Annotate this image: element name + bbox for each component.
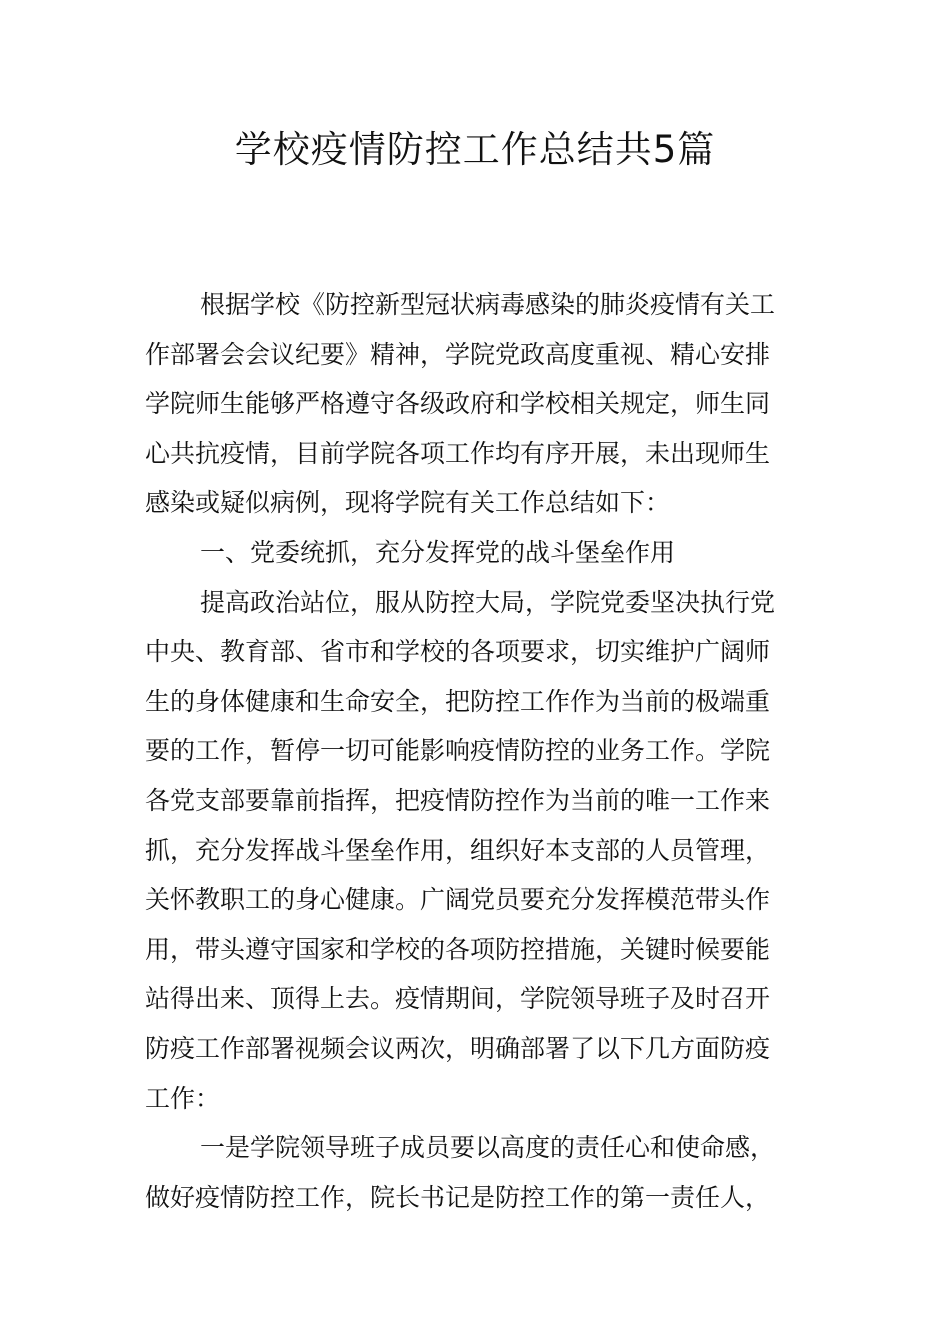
paragraph-line: 心共抗疫情，目前学院各项工作均有序开展，未出现师生: [145, 438, 771, 468]
paragraph-line: 生的身体健康和生命安全，把防控工作作为当前的极端重: [145, 686, 771, 716]
paragraph-line: 站得出来、顶得上去。疫情期间，学院领导班子及时召开: [145, 984, 771, 1014]
section-heading: 一、党委统抓，充分发挥党的战斗堡垒作用: [200, 537, 676, 567]
paragraph-line: 一是学院领导班子成员要以高度的责任心和使命感，: [200, 1133, 776, 1163]
paragraph-line: 要的工作，暂停一切可能影响疫情防控的业务工作。学院: [145, 736, 771, 766]
paragraph-line: 工作：: [145, 1083, 221, 1113]
paragraph-line: 做好疫情防控工作，院长书记是防控工作的第一责任人，: [145, 1182, 771, 1212]
paragraph-line: 感染或疑似病例，现将学院有关工作总结如下：: [145, 488, 671, 518]
paragraph-line: 防疫工作部署视频会议两次，明确部署了以下几方面防疫: [145, 1033, 771, 1063]
paragraph-line: 根据学校《防控新型冠状病毒感染的肺炎疫情有关工: [200, 290, 776, 319]
paragraph-line: 关怀教职工的身心健康。广阔党员要充分发挥模范带头作: [145, 885, 771, 915]
paragraph-line: 用，带头遵守国家和学校的各项防控措施，关键时候要能: [145, 934, 771, 964]
document-body: [145, 280, 810, 1222]
paragraph-line: 抓，充分发挥战斗堡垒作用，组织好本支部的人员管理，: [145, 835, 771, 865]
paragraph-line: 学院师生能够严格遵守各级政府和学校相关规定，师生同: [145, 389, 771, 419]
paragraph-line: 提高政治站位，服从防控大局，学院党委坚决执行党: [200, 587, 776, 617]
paragraph-line: 作部署会会议纪要》精神，学院党政高度重视、精心安排: [145, 339, 771, 369]
document-title: 学校疫情防控工作总结共5篇: [234, 128, 716, 171]
paragraph-line: 各党支部要靠前指挥，把疫情防控作为当前的唯一工作来: [145, 785, 771, 815]
paragraph-line: 中央、教育部、省市和学校的各项要求，切实维护广阔师: [145, 637, 771, 667]
